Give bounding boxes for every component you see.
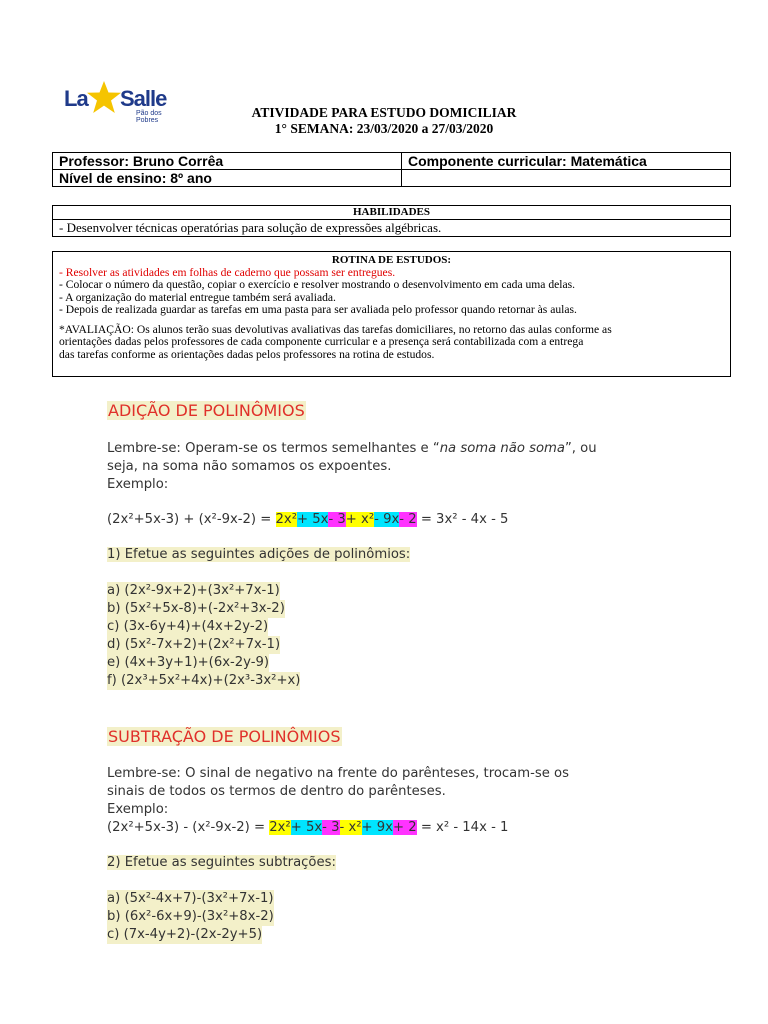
habilidades-title: HABILIDADES xyxy=(53,206,730,220)
list-item: c) (7x-4y+2)-(2x-2y+5) xyxy=(107,927,263,942)
componente-cell: Componente curricular: Matemática xyxy=(402,153,731,170)
list-item: a) (5x²-4x+7)-(3x²+7x-1) xyxy=(107,891,274,906)
subtracao-exemplo-label: Exemplo: xyxy=(107,802,169,817)
list-item: c) (3x-6y+4)+(4x+2y-2) xyxy=(107,619,269,634)
adicao-exemplo-label: Exemplo: xyxy=(107,477,169,492)
rotina-title: ROTINA DE ESTUDOS: xyxy=(331,254,452,266)
avaliacao-line: das tarefas conforme as orientações dadas pelos professores na rotina de estudos. xyxy=(59,347,435,361)
subtracao-list xyxy=(107,890,274,944)
subtracao-heading: SUBTRAÇÃO DE POLINÔMIOS xyxy=(108,727,341,746)
info-table xyxy=(52,152,731,187)
empty-cell xyxy=(402,170,731,187)
rotina-line: - Resolver as atividades em folhas de caderno que possam ser entregues. xyxy=(59,265,396,279)
avaliacao-line: *AVALIAÇÃO: Os alunos terão suas devolutivas avaliativas das tarefas domiciliares, no retorno das aulas conforme as xyxy=(59,322,612,336)
list-item: d) (5x²-7x+2)+(2x²+7x-1) xyxy=(107,637,281,652)
rotina-box xyxy=(52,251,731,377)
list-item: b) (5x²+5x-8)+(-2x²+3x-2) xyxy=(107,601,285,616)
rotina-line: - Depois de realizada guardar as tarefas em uma pasta para ser avaliada pelo professor quando retornar às aulas. xyxy=(59,303,577,316)
adicao-list xyxy=(107,582,300,690)
list-item: a) (2x²-9x+2)+(3x²+7x-1) xyxy=(107,583,280,598)
rotina-line: - A organização do material entregue também será avaliada. xyxy=(59,290,336,304)
subtracao-question: 2) Efetue as seguintes subtrações: xyxy=(107,855,336,870)
list-item: b) (6x²-6x+9)-(3x²+8x-2) xyxy=(107,909,274,924)
info-row xyxy=(53,153,731,170)
professor-cell: Professor: Bruno Corrêa xyxy=(53,153,402,170)
adicao-exemplo: (2x²+5x-3) + (x²-9x-2) = 2x²+ 5x- 3+ x²- 9x- 2 = 3x² - 4x - 5 xyxy=(107,512,509,527)
habilidades-text: - Desenvolver técnicas operatórias para solução de expressões algébricas. xyxy=(59,220,442,235)
avaliacao-line: orientações dadas pelos professores de cada componente curricular e a presença será contabilizada com a entrega xyxy=(59,335,584,348)
nivel-cell: Nível de ensino: 8º ano xyxy=(53,170,402,187)
page-title: ATIVIDADE PARA ESTUDO DOMICILIAR xyxy=(251,105,517,120)
page-subtitle: 1° SEMANA: 23/03/2020 a 27/03/2020 xyxy=(274,121,494,136)
habilidades-box xyxy=(52,205,731,237)
adicao-lembre: Lembre-se: Operam-se os termos semelhantes e “na soma não soma”, ou seja, na soma não somamos os expoentes. Exemplo: xyxy=(107,441,597,492)
subtracao-exemplo: (2x²+5x-3) - (x²-9x-2) = 2x²+ 5x- 3- x²+ 9x+ 2 = x² - 14x - 1 xyxy=(107,820,509,835)
subtracao-lembre: Lembre-se: O sinal de negativo na frente do parênteses, trocam-se os sinais de todos os termos de dentro do parênteses. Exemplo: xyxy=(107,766,569,817)
adicao-heading: ADIÇÃO DE POLINÔMIOS xyxy=(108,401,305,420)
info-row xyxy=(53,170,731,187)
logo-word-salle: Salle xyxy=(120,86,167,111)
list-item: f) (2x³+5x²+4x)+(2x³-3x²+x) xyxy=(107,673,301,688)
list-item: e) (4x+3y+1)+(6x-2y-9) xyxy=(107,655,270,670)
adicao-question: 1) Efetue as seguintes adições de polinômios: xyxy=(107,547,411,562)
logo-word-la: La xyxy=(64,86,88,111)
rotina-line: - Colocar o número da questão, copiar o exercício e resolver mostrando o desenvolvimento em cada uma delas. xyxy=(59,278,576,291)
logo-subtitle: Pão dos Pobres xyxy=(136,110,162,124)
